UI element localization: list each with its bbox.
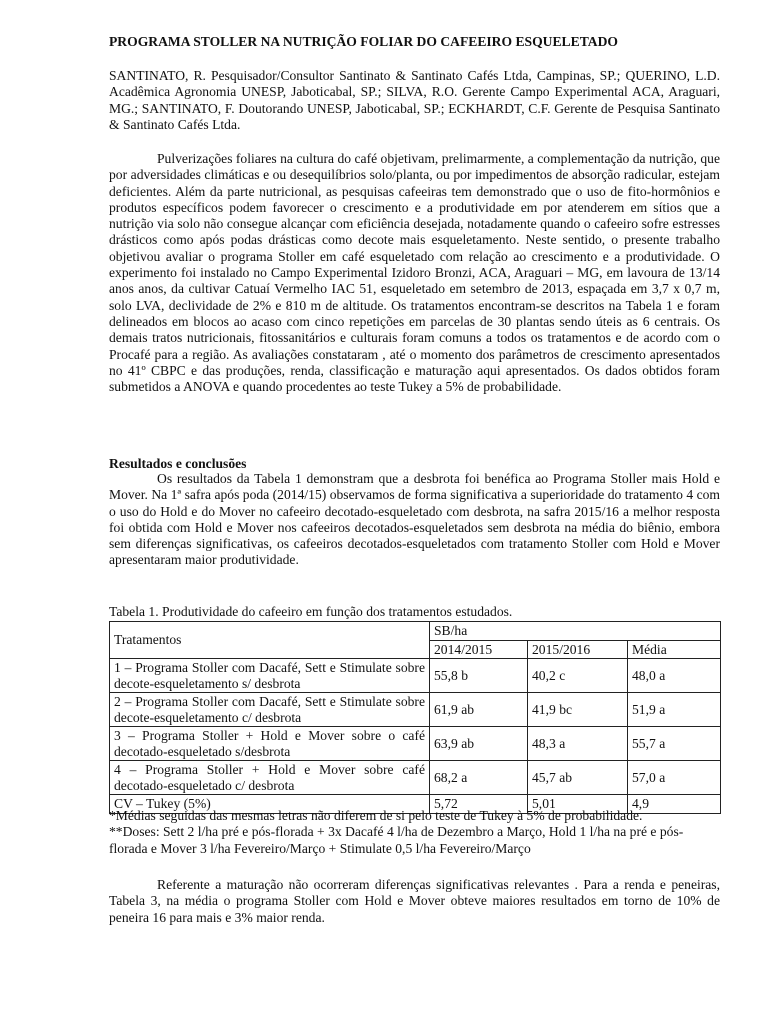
treatment-cell: 1 – Programa Stoller com Dacafé, Sett e Stimulate sobre decote-esqueletamento s/ desbrota [110,659,430,693]
table-row [110,727,721,761]
value-cell: 45,7 ab [528,761,628,795]
results-paragraph: Os resultados da Tabela 1 demonstram que a desbrota foi benéfica ao Programa Stoller mais Hold e Mover. Na 1ª safra após poda (2014/15) observamos de forma significativa a superioridade do tratamento 4 com o uso do Hold e do Mover no cafeeiro decotado-esqueletado com desbrota, na safra 2015/16 a melhor resposta foi obtida com Hold e Mover nos cafeeiros decotados-esqueletados sem desbrota na média do biênio, embora sem diferenças significativas, os cafeeiros decotados-esqueletados com tratamento Stoller com Hold e Mover apresentaram maior produtividade. [109,471,720,568]
note-doses: **Doses: Sett 2 l/ha pré e pós-florada + 3x Dacafé 4 l/ha de Dezembro a Março, Hold 1 l/ha na pré e pós-florada e Mover 3 l/ha Fevereiro/Março + Stimulate 0,5 l/ha Fevereiro/Março [109,824,684,856]
value-cell: 41,9 bc [528,693,628,727]
value-cell: 55,8 b [430,659,528,693]
value-cell: 63,9 ab [430,727,528,761]
header-mean: Média [628,640,721,659]
table-row [110,761,721,795]
table-caption: Tabela 1. Produtividade do cafeeiro em função dos tratamentos estudados. [109,604,513,619]
productivity-table [109,621,721,814]
results-heading: Resultados e conclusões [109,456,247,471]
authors-paragraph: SANTINATO, R. Pesquisador/Consultor Santinato & Santinato Cafés Ltda, Campinas, SP.; QUERINO, L.D. Acadêmica Agronomia UNESP, Jaboticabal, SP.; SILVA, R.O. Gerente Campo Experimental ACA, Araguari, MG.; SANTINATO, F. Doutorando UNESP, Jaboticabal, SP.; ECKHARDT, C.F. Gerente de Pesquisa Santinato & Santinato Cafés Ltda. [109,68,720,132]
treatment-cell: 4 – Programa Stoller + Hold e Mover sobre café decotado-esqueletado c/ desbrota [110,761,430,795]
value-cell: 48,0 a [628,659,721,693]
cv-value-cell: 4,9 [628,795,721,814]
header-season-2015: 2015/2016 [528,640,628,659]
header-treatments: Tratamentos [110,622,430,659]
value-cell: 61,9 ab [430,693,528,727]
value-cell: 68,2 a [430,761,528,795]
cv-value-cell: 5,72 [430,795,528,814]
value-cell: 55,7 a [628,727,721,761]
table-header-row [110,622,721,641]
table-row [110,693,721,727]
value-cell: 40,2 c [528,659,628,693]
value-cell: 51,9 a [628,693,721,727]
introduction-paragraph: Pulverizações foliares na cultura do café objetivam, prelimarmente, a complementação da nutrição, que por adversidades climáticas e ou desequilíbrios solo/planta, ou por impedimentos de absorção radicular, estejam deficientes. Além da parte nutricional, as pesquisas cafeeiras tem demonstrado que o uso de fito-hormônios e produtos específicos podem favorecer o crescimento e a produtividade em por atenderem em sítios que a nutrição via solo não consegue alcançar com eficiência desejada, notadamente quando o cafeeiro sofre estresses drásticos como após podas drásticas como decote mais esqueletamento. Neste sentido, o presente trabalho objetivou avaliar o programa Stoller em café esqueletado com relação ao crescimento e a produtividade. O experimento foi instalado no Campo Experimental Izidoro Bronzi, ACA, Araguari – MG, em lavoura de 13/14 anos anos, da cultivar Catuaí Vermelho IAC 51, esqueletado em setembro de 2013, espaçada em 3,7 x 0,7 m, solo LVA, declividade de 2% e 810 m de altitude. Os tratamentos encontram-se descritos na Tabela 1 e foram delineados em blocos ao acaso com cinco repetições em parcelas de 30 plantas sendo úteis as 6 centrais. Os demais tratos nutricionais, fitossanitários e culturais foram comuns a todos os tratamentos e de acordo com o Procafé para a região. As avaliações constataram , até o momento dos parâmetros de crescimento apresentados no 41º CBPC e das produções, renda, classificação e maturação aqui apresentados. Os dados obtidos foram submetidos a ANOVA e quando procedentes ao teste Tukey a 5% de probabilidade. [109,151,720,395]
treatment-cell: 3 – Programa Stoller + Hold e Mover sobre o café decotado-esqueletado s/desbrota [110,727,430,761]
value-cell: 48,3 a [528,727,628,761]
closing-paragraph: Referente a maturação não ocorreram diferenças significativas relevantes . Para a renda e peneiras, Tabela 3, na média o programa Stoller com Hold e Mover obteve maiores resultados em torno de 10% de peneira 16 para mais e 3% maior renda. [109,877,720,925]
table-row [110,659,721,693]
value-cell: 57,0 a [628,761,721,795]
treatment-cell: 2 – Programa Stoller com Dacafé, Sett e Stimulate sobre decote-esqueletamento c/ desbrota [110,693,430,727]
cv-value-cell: 5,01 [528,795,628,814]
header-unit: SB/ha [430,622,721,641]
document-title: PROGRAMA STOLLER NA NUTRIÇÃO FOLIAR DO CAFEEIRO ESQUELETADO [109,34,618,49]
cv-label-cell: CV – Tukey (5%) [110,795,430,814]
note-tukey: *Médias seguidas das mesmas letras não diferem de si pelo teste de Tukey à 5% de probabilidade. [109,808,643,823]
header-season-2014: 2014/2015 [430,640,528,659]
table-notes [109,808,720,857]
